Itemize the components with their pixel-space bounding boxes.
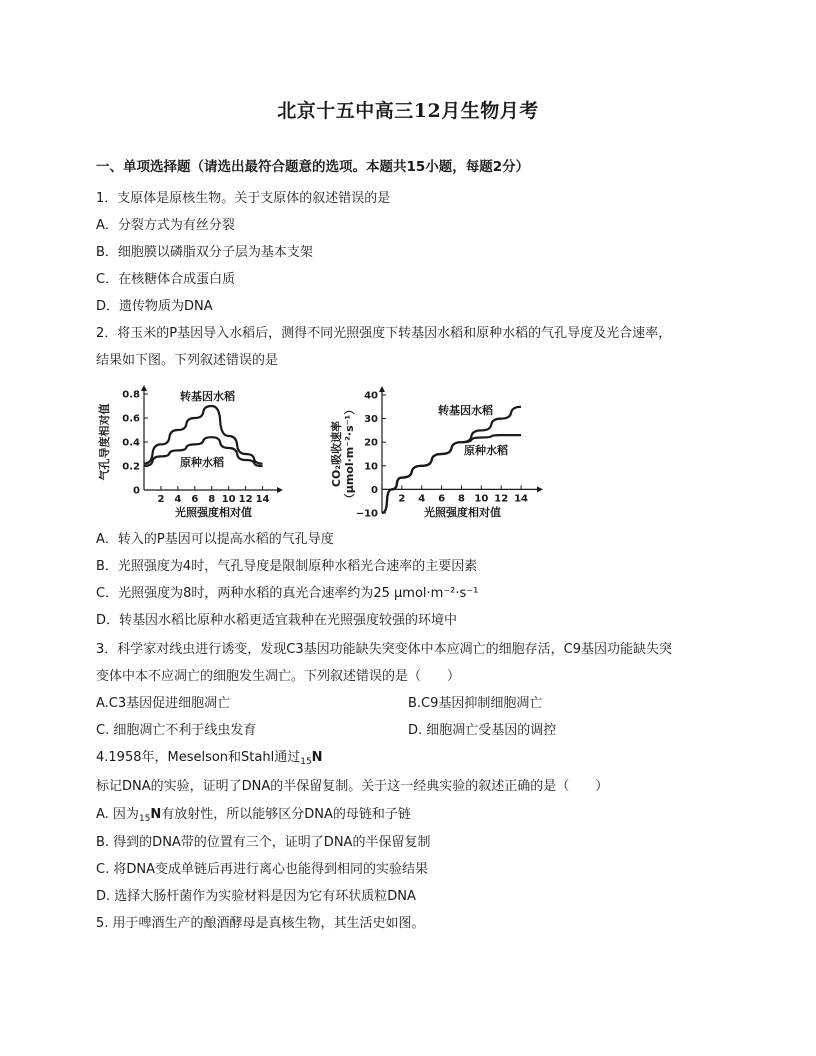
isotope-element-a: N	[150, 807, 162, 822]
co2-uptake-chart	[326, 380, 566, 520]
q1-option-a: A．分裂方式为有丝分裂	[96, 218, 235, 233]
x-tick-label: 14	[255, 494, 270, 505]
q2-option-c: C．光照强度为8时，两种水稻的真光合速率约为25 μmol·m⁻²·s⁻¹	[96, 586, 479, 601]
x-tick-label: 12	[238, 494, 253, 505]
x-tick-label: 8	[208, 494, 216, 505]
q3-option-b: B.C9基因抑制细胞凋亡	[408, 696, 543, 711]
y-tick-label: 0.6	[122, 413, 140, 425]
q4-option-a-pre: A. 因为	[96, 807, 139, 822]
x-tick-label: 12	[494, 493, 509, 505]
y-axis-label: 气孔导度相对值	[98, 403, 111, 481]
y-tick-label: 0	[371, 484, 378, 496]
q1-option-b: B．细胞膜以磷脂双分子层为基本支架	[96, 245, 313, 260]
y-tick-label: 10	[364, 461, 378, 473]
y-tick-label: 0.4	[122, 437, 140, 449]
q2-stem-line2: 结果如下图。下列叙述错误的是	[96, 353, 279, 368]
y-axis-arrow	[379, 386, 385, 392]
y-axis-arrow	[141, 385, 147, 391]
x-tick-label: 6	[191, 494, 199, 505]
q4-stem-line2: 标记DNA的实验，证明了DNA的半保留复制。关于这一经典实验的叙述正确的是（ ）	[96, 779, 609, 794]
page-title: 北京十五中高三12月生物月考	[277, 100, 539, 122]
series-label-wild-type: 原种水稻	[464, 444, 508, 457]
x-tick-label: 2	[398, 493, 406, 505]
isotope-mass-number-a: 15	[138, 814, 151, 824]
q4-option-b: B. 得到的DNA带的位置有三个，证明了DNA的半保留复制	[96, 835, 431, 850]
series-label-transgenic: 转基因水稻	[438, 404, 493, 417]
q4-option-c: C. 将DNA变成单链后再进行离心也能得到相同的实验结果	[96, 862, 428, 877]
y-tick-label: 20	[364, 437, 378, 449]
stomatal-conductance-chart	[96, 380, 296, 520]
x-axis-label: 光照强度相对值	[175, 506, 252, 519]
y-tick-label: 40	[364, 390, 378, 402]
x-axis-arrow	[537, 486, 543, 492]
series-label-transgenic: 转基因水稻	[180, 390, 235, 403]
x-tick-label: 4	[418, 493, 426, 505]
q3-option-a: A.C3基因促进细胞凋亡	[96, 696, 231, 711]
q4-option-a	[96, 806, 411, 828]
x-tick-label: 14	[514, 493, 529, 505]
y-tick-label: 0	[133, 485, 140, 497]
isotope-element: N	[311, 750, 323, 765]
y-tick-label: 0.8	[122, 389, 140, 401]
isotope-mass-number: 15	[300, 757, 312, 767]
x-tick-label: 10	[221, 494, 236, 505]
q2-stem-line1: 2．将玉米的P基因导入水稻后，测得不同光照强度下转基因水稻和原种水稻的气孔导度及光合速率，	[96, 326, 672, 341]
q1-option-c: C．在核糖体合成蛋白质	[96, 272, 236, 287]
q4-option-d: D. 选择大肠杆菌作为实验材料是因为它有环状质粒DNA	[96, 889, 416, 904]
x-tick-label: 4	[174, 494, 182, 505]
q1-option-d: D．遗传物质为DNA	[96, 299, 213, 314]
x-tick-label: 8	[457, 493, 465, 505]
y-axis-unit-label: （μmol·m⁻²·s⁻¹）	[343, 403, 356, 505]
q4-option-a-post: 有放射性，所以能够区分DNA的母链和子链	[161, 807, 411, 822]
y-tick-label: 30	[364, 414, 378, 426]
y-tick-label: 0.2	[122, 461, 140, 473]
q2-option-d: D．转基因水稻比原种水稻更适宜栽种在光照强度较强的环境中	[96, 613, 458, 628]
q4-stem-text: 4.1958年，Meselson和Stahl通过	[96, 750, 301, 765]
x-tick-label: 10	[474, 493, 489, 505]
q1-stem: 1．支原体是原核生物。关于支原体的叙述错误的是	[96, 191, 391, 206]
q5-stem: 5. 用于啤酒生产的酿酒酵母是真核生物，其生活史如图。	[96, 916, 425, 931]
series-label-wild-type: 原种水稻	[180, 456, 224, 469]
q2-option-b: B．光照强度为4时，气孔导度是限制原种水稻光合速率的主要因素	[96, 559, 478, 574]
x-axis-label: 光照强度相对值	[424, 506, 501, 519]
q3-option-c: C. 细胞凋亡不利于线虫发育	[96, 723, 257, 738]
y-axis-label: CO₂吸收速率	[330, 420, 343, 488]
q4-stem-line1	[96, 749, 323, 771]
q3-stem-line2: 变体中本不应凋亡的细胞发生凋亡。下列叙述错误的是（ ）	[96, 669, 461, 684]
x-axis-arrow	[277, 487, 283, 493]
q2-option-a: A．转入的P基因可以提高水稻的气孔导度	[96, 532, 334, 547]
q3-option-d: D. 细胞凋亡受基因的调控	[408, 723, 557, 738]
x-tick-label: 2	[157, 494, 165, 505]
q3-stem-line1: 3．科学家对线虫进行诱变，发现C3基因功能缺失突变体中本应凋亡的细胞存活，C9基因功能缺失突	[96, 642, 672, 657]
x-tick-label: 6	[438, 493, 446, 505]
y-tick-label: −10	[355, 508, 378, 520]
section-heading: 一、单项选择题（请选出最符合题意的选项。本题共15小题，每题2分）	[96, 159, 530, 175]
series-line-transgenic	[144, 406, 263, 464]
